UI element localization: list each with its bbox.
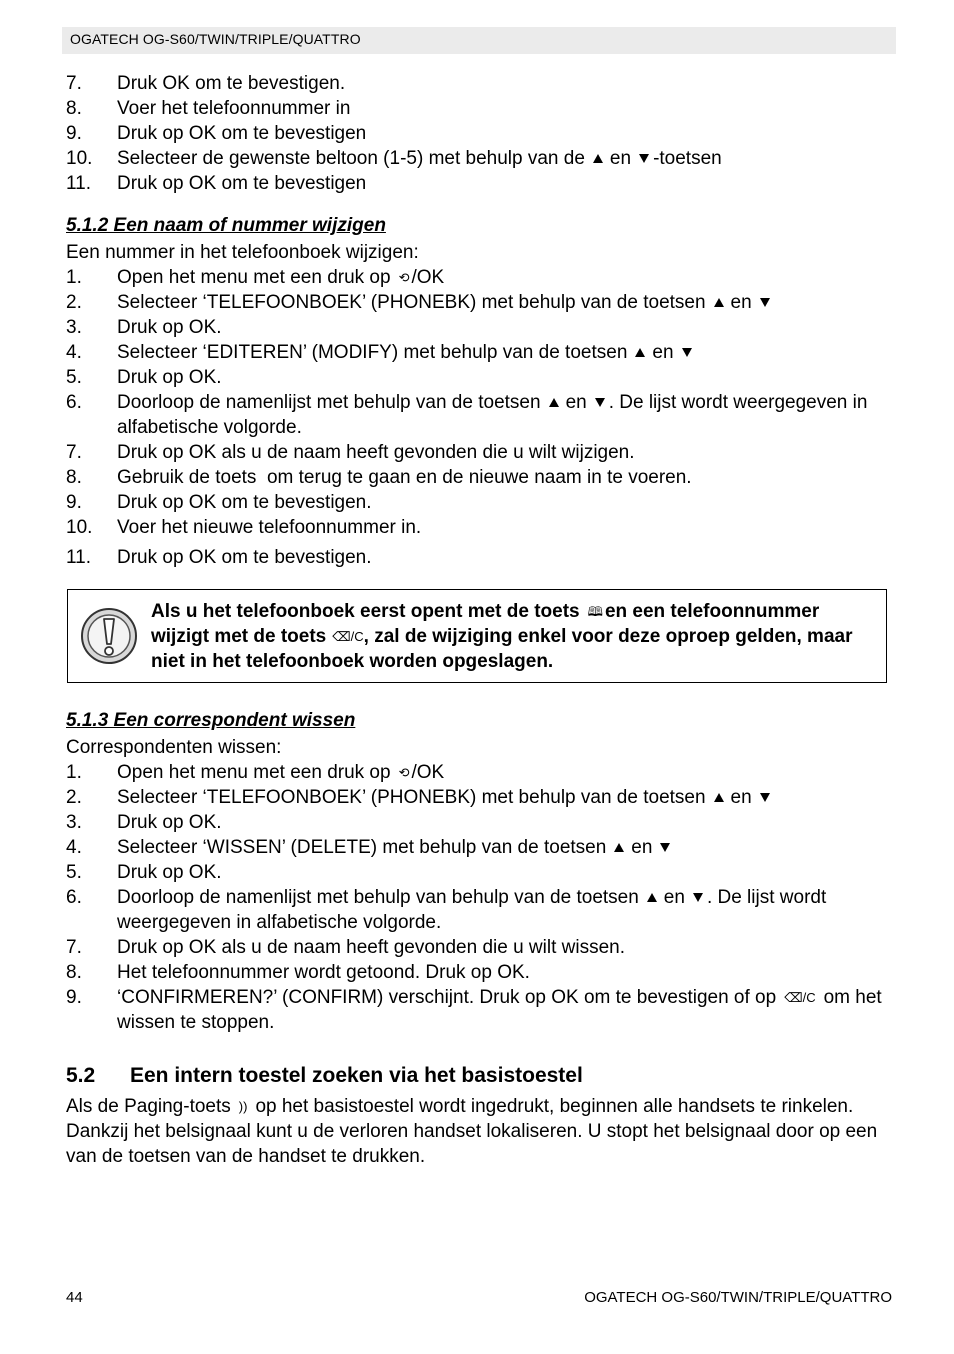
section-paragraph: Als de Paging-toets )) op het basistoestel wordt ingedrukt, beginnen alle handsets te rinkelen. Dankzij het belsignaal kunt u de verloren handset lokaliseren. U stopt het belsignaal door op een van de toetsen van de handset te drukken.	[66, 1096, 878, 1167]
phonebook-key-icon: 🕮	[587, 604, 603, 619]
footer-title: OGATECH OG-S60/TWIN/TRIPLE/QUATTRO	[584, 1289, 892, 1306]
list-item: 10. Selecteer de gewenste beltoon (1-5) met behulp van de en -toetsen	[66, 148, 722, 169]
section-intro: Correspondenten wissen:	[66, 737, 282, 758]
arrow-up-icon	[714, 793, 724, 802]
list-item: 2. Selecteer ‘TELEFOONBOEK’ (PHONEBK) met behulp van de toetsen en	[66, 785, 896, 810]
section-intro: Een nummer in het telefoonboek wijzigen:	[66, 242, 419, 263]
list-item: 5. Druk op OK.	[66, 862, 222, 883]
paging-key-icon: ))	[238, 1099, 248, 1114]
section-5-1-2	[66, 213, 896, 570]
section-5-1-3	[66, 708, 896, 1035]
list-item: 4. Selecteer ‘EDITEREN’ (MODIFY) met behulp van de toetsen en	[66, 340, 896, 365]
list-item: 3. Druk op OK.	[66, 317, 222, 338]
arrow-down-icon	[595, 398, 605, 407]
arrow-up-icon	[614, 843, 624, 852]
note-text: Als u het telefoonboek eerst opent met de toets 🕮 en een telefoonnummer wijzigt met de toets ⌫/C, zal de wijziging enkel voor deze oproep gelden, maar niet in het telefoonboek worden opgeslagen.	[151, 601, 853, 672]
list-item: 9. Druk op OK om te bevestigen	[66, 123, 367, 144]
cancel-key-icon: ⌫/C	[784, 990, 816, 1005]
list-item: 8. Gebruik de toets om terug te gaan en de nieuwe naam in te voeren.	[66, 467, 692, 488]
page-number: 44	[66, 1289, 83, 1306]
warning-note	[67, 589, 887, 683]
exclamation-warning-icon	[80, 607, 138, 665]
list-item: 11. Druk op OK om te bevestigen.	[66, 547, 372, 568]
arrow-up-icon	[593, 154, 603, 163]
list-item: 5. Druk op OK.	[66, 367, 222, 388]
list-item: 7. Druk OK om te bevestigen.	[66, 73, 346, 94]
list-item: 8. Voer het telefoonnummer in	[66, 98, 351, 119]
arrow-up-icon	[549, 398, 559, 407]
cancel-key-icon: ⌫/C	[332, 629, 364, 644]
running-header	[62, 27, 896, 54]
section-heading-5-2	[66, 1063, 583, 1089]
section-title: Een intern toestel zoeken via het basistoestel	[130, 1064, 583, 1087]
list-item: 4. Selecteer ‘WISSEN’ (DELETE) met behulp van de toetsen en	[66, 835, 896, 860]
arrow-up-icon	[714, 298, 724, 307]
list-item: 8. Het telefoonnummer wordt getoond. Druk op OK.	[66, 962, 530, 983]
list-item: 6. Doorloop de namenlijst met behulp van behulp van de toetsen en . De lijst wordt weergegeven in alfabetische volgorde.	[66, 887, 827, 933]
list-item: 9. ‘CONFIRMEREN?’ (CONFIRM) verschijnt. Druk op OK om te bevestigen of op ⌫/C om het wissen te stoppen.	[66, 987, 882, 1033]
list-item: 7. Druk op OK als u de naam heeft gevonden die u wilt wijzigen.	[66, 442, 635, 463]
header-title: OGATECH OG-S60/TWIN/TRIPLE/QUATTRO	[70, 31, 361, 47]
list-item: 10. Voer het nieuwe telefoonnummer in.	[66, 517, 422, 538]
arrow-down-icon	[660, 843, 670, 852]
arrow-down-icon	[682, 348, 692, 357]
list-item: 7. Druk op OK als u de naam heeft gevonden die u wilt wissen.	[66, 937, 626, 958]
steps-list-continued	[66, 71, 896, 196]
list-item: 1. Open het menu met een druk op ⟲ /OK	[66, 762, 445, 783]
list-item: 11. Druk op OK om te bevestigen	[66, 173, 367, 194]
list-item: 3. Druk op OK.	[66, 812, 222, 833]
arrow-up-icon	[647, 893, 657, 902]
section-heading: 5.1.2 Een naam of nummer wijzigen	[66, 215, 386, 236]
list-item: 2. Selecteer ‘TELEFOONBOEK’ (PHONEBK) met behulp van de toetsen en	[66, 290, 896, 315]
arrow-down-icon	[760, 298, 770, 307]
list-item: 6. Doorloop de namenlijst met behulp van de toetsen en . De lijst wordt weergegeven in alfabetische volgorde.	[66, 392, 868, 438]
menu-key-icon: ⟲	[398, 765, 410, 780]
menu-key-icon: ⟲	[398, 270, 410, 285]
arrow-up-icon	[635, 348, 645, 357]
arrow-down-icon	[639, 154, 649, 163]
section-number: 5.2	[66, 1064, 96, 1087]
list-item: 9. Druk op OK om te bevestigen.	[66, 492, 372, 513]
arrow-down-icon	[693, 893, 703, 902]
section-heading: 5.1.3 Een correspondent wissen	[66, 710, 356, 731]
list-item: 1. Open het menu met een druk op ⟲ /OK	[66, 267, 445, 288]
arrow-down-icon	[760, 793, 770, 802]
